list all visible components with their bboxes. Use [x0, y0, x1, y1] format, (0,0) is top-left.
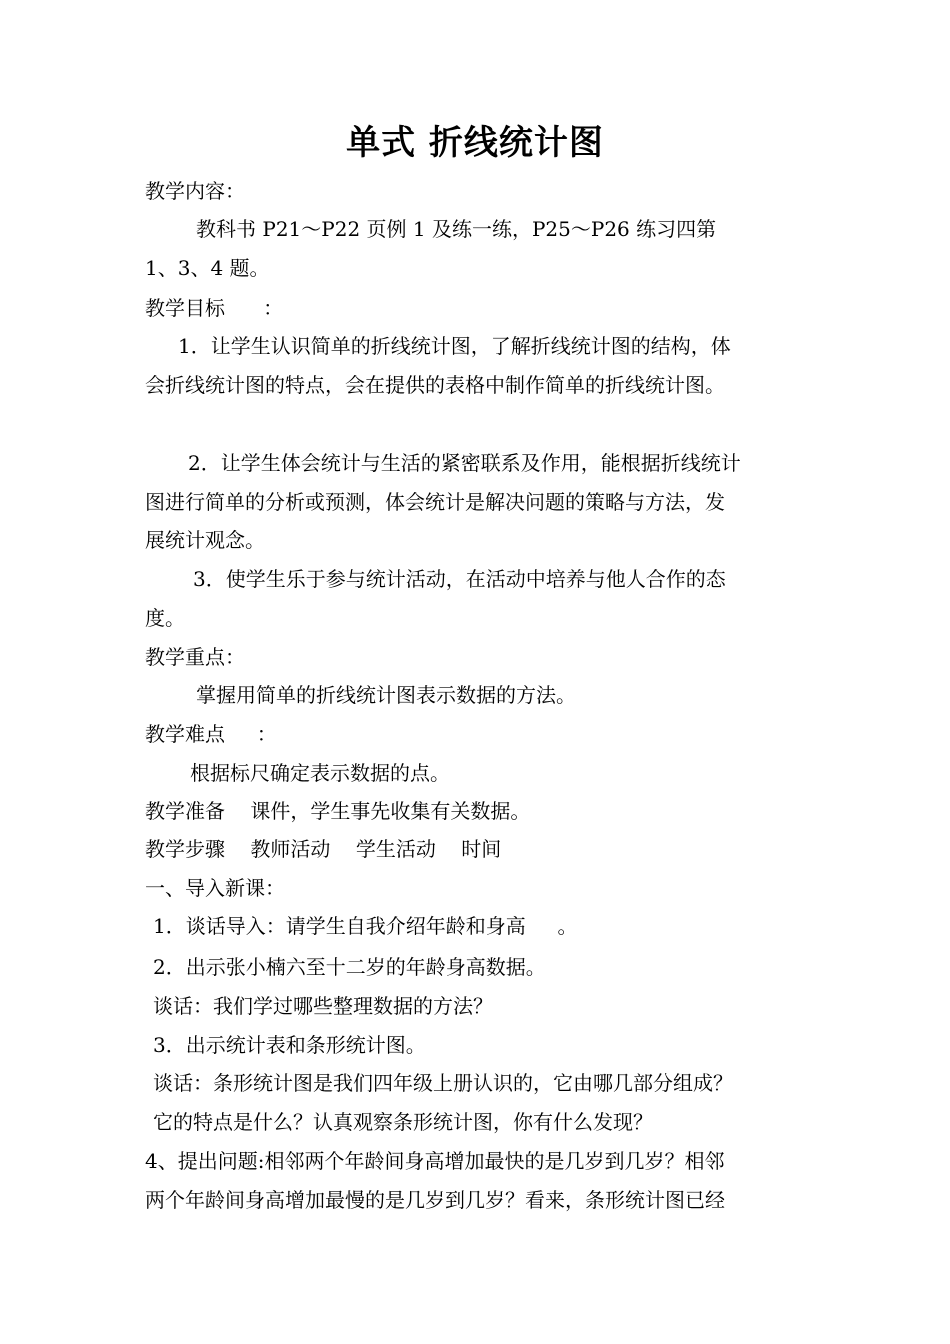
document-title: 单式 折线统计图 [346, 123, 604, 163]
text-line: 图进行简单的分析或预测，体会统计是解决问题的策略与方法，发 [145, 490, 725, 514]
text-line: 教学步骤 教师活动 学生活动 时间 [145, 837, 502, 861]
text-line: 谈话：条形统计图是我们四年级上册认识的，它由哪几部分组成？ [153, 1071, 733, 1095]
text-line: 教科书 P21～P22 页例 1 及练一练，P25～P26 练习四第 [196, 217, 717, 241]
text-line: 3．出示统计表和条形统计图。 [153, 1033, 426, 1057]
text-line: 3．使学生乐于参与统计活动，在活动中培养与他人合作的态 [193, 567, 726, 591]
text-line: 会折线统计图的特点，会在提供的表格中制作简单的折线统计图。 [145, 373, 725, 397]
text-line: 谈话：我们学过哪些整理数据的方法？ [153, 994, 493, 1018]
text-line: 1．谈话导入：请学生自我介绍年龄和身高 。 [153, 914, 578, 938]
text-line: 2．让学生体会统计与生活的紧密联系及作用，能根据折线统计 [188, 451, 741, 475]
text-line: 展统计观念。 [145, 528, 265, 552]
text-line: 1、3、4 题。 [145, 256, 270, 280]
text-line: 一、导入新课： [145, 876, 285, 900]
text-line: 根据标尺确定表示数据的点。 [190, 761, 450, 785]
text-line: 教学内容： [145, 179, 245, 203]
text-line: 教学重点： [145, 645, 245, 669]
text-line: 4、提出问题:相邻两个年龄间身高增加最快的是几岁到几岁？相邻 [145, 1149, 725, 1173]
text-line: 教学难点 ： [145, 722, 277, 746]
text-line: 掌握用简单的折线统计图表示数据的方法。 [196, 683, 576, 707]
text-line: 度。 [145, 606, 185, 630]
text-line: 2．出示张小楠六至十二岁的年龄身高数据。 [153, 955, 546, 979]
text-line: 它的特点是什么？认真观察条形统计图，你有什么发现？ [153, 1110, 653, 1134]
text-line: 教学目标 ： [145, 296, 284, 320]
text-line: 1．让学生认识简单的折线统计图，了解折线统计图的结构，体 [178, 334, 731, 358]
text-line: 两个年龄间身高增加最慢的是几岁到几岁？看来，条形统计图已经 [145, 1188, 725, 1212]
text-line: 教学准备 课件，学生事先收集有关数据。 [145, 799, 531, 823]
